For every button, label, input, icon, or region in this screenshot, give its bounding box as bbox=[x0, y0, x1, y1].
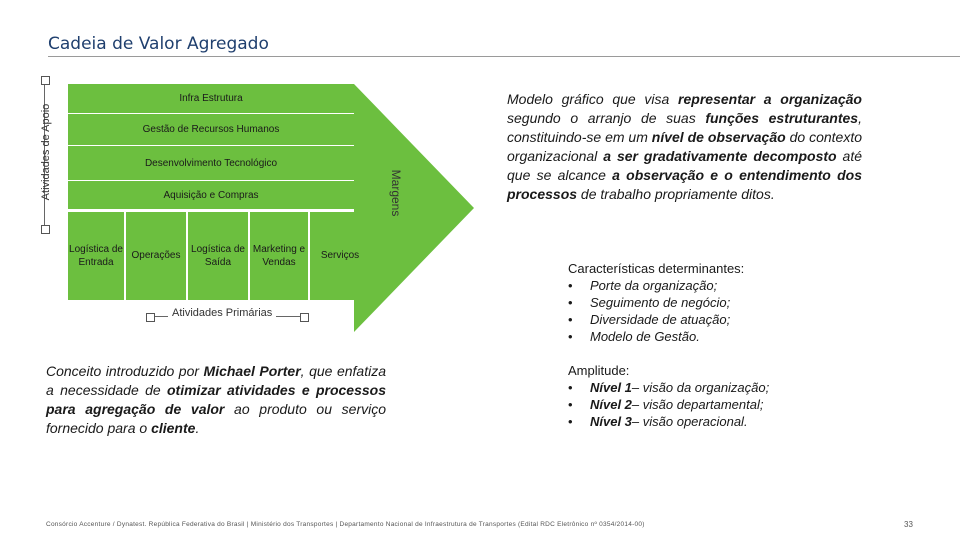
list-item: • Nível 3 – visão operacional. bbox=[568, 414, 748, 429]
model-description: Modelo gráfico que visa representar a organização segundo o arranjo de suas funções estruturantes, constituindo-se em um nível de observação do contexto organizacional a ser gradativamente decomposto até que se alcance a observação e o entendimento dos processos de trabalho propriamente ditos. bbox=[507, 91, 863, 202]
primary-activity-services: Serviços bbox=[310, 212, 370, 300]
characteristics-list bbox=[568, 260, 744, 345]
list-item: • Modelo de Gestão. bbox=[568, 329, 700, 344]
list-item: • Seguimento de negócio; bbox=[568, 295, 731, 310]
amplitude-list bbox=[568, 362, 769, 430]
primary-activity-operations: Operações bbox=[126, 212, 188, 300]
support-activity-hr: Gestão de Recursos Humanos bbox=[68, 114, 354, 146]
title-divider bbox=[48, 56, 960, 57]
list-item: • Nível 1 – visão da organização; bbox=[568, 380, 770, 395]
support-activity-procurement: Aquisição e Compras bbox=[68, 181, 354, 210]
margin-arrow bbox=[354, 84, 474, 332]
characteristics-heading: Características determinantes: bbox=[568, 261, 745, 276]
page-number: 33 bbox=[904, 520, 913, 529]
support-activity-infrastructure: Infra Estrutura bbox=[68, 84, 354, 114]
list-item: • Porte da organização; bbox=[568, 278, 718, 293]
list-item: • Nível 2 – visão departamental; bbox=[568, 397, 764, 412]
primary-activities-label: Atividades Primárias bbox=[168, 307, 276, 319]
concept-paragraph: Conceito introduzido por Michael Porter, que enfatiza a necessidade de otimizar atividades e processos para agregação de valor ao produto ou serviço fornecido para o cliente. bbox=[46, 363, 387, 436]
value-chain-diagram bbox=[28, 76, 428, 326]
support-activity-technology: Desenvolvimento Tecnológico bbox=[68, 146, 354, 181]
margin-label: Margens bbox=[389, 169, 403, 217]
footer-text: Consórcio Accenture / Dynatest. República Federativa do Brasil | Ministério dos Transportes | Departamento Nacional de Infraestrutura de Transportes (Edital RDC Eletrônico nº 0354/2014-00) bbox=[46, 521, 645, 528]
amplitude-heading: Amplitude: bbox=[568, 363, 630, 378]
support-activities-label: Atividades de Apoio bbox=[40, 103, 52, 201]
primary-activity-outbound-logistics: Logística de Saída bbox=[188, 212, 250, 300]
list-item: • Diversidade de atuação; bbox=[568, 312, 731, 327]
primary-activity-marketing-sales: Marketing e Vendas bbox=[250, 212, 310, 300]
slide-title: Cadeia de Valor Agregado bbox=[48, 34, 269, 54]
primary-activity-inbound-logistics: Logística de Entrada bbox=[68, 212, 126, 300]
